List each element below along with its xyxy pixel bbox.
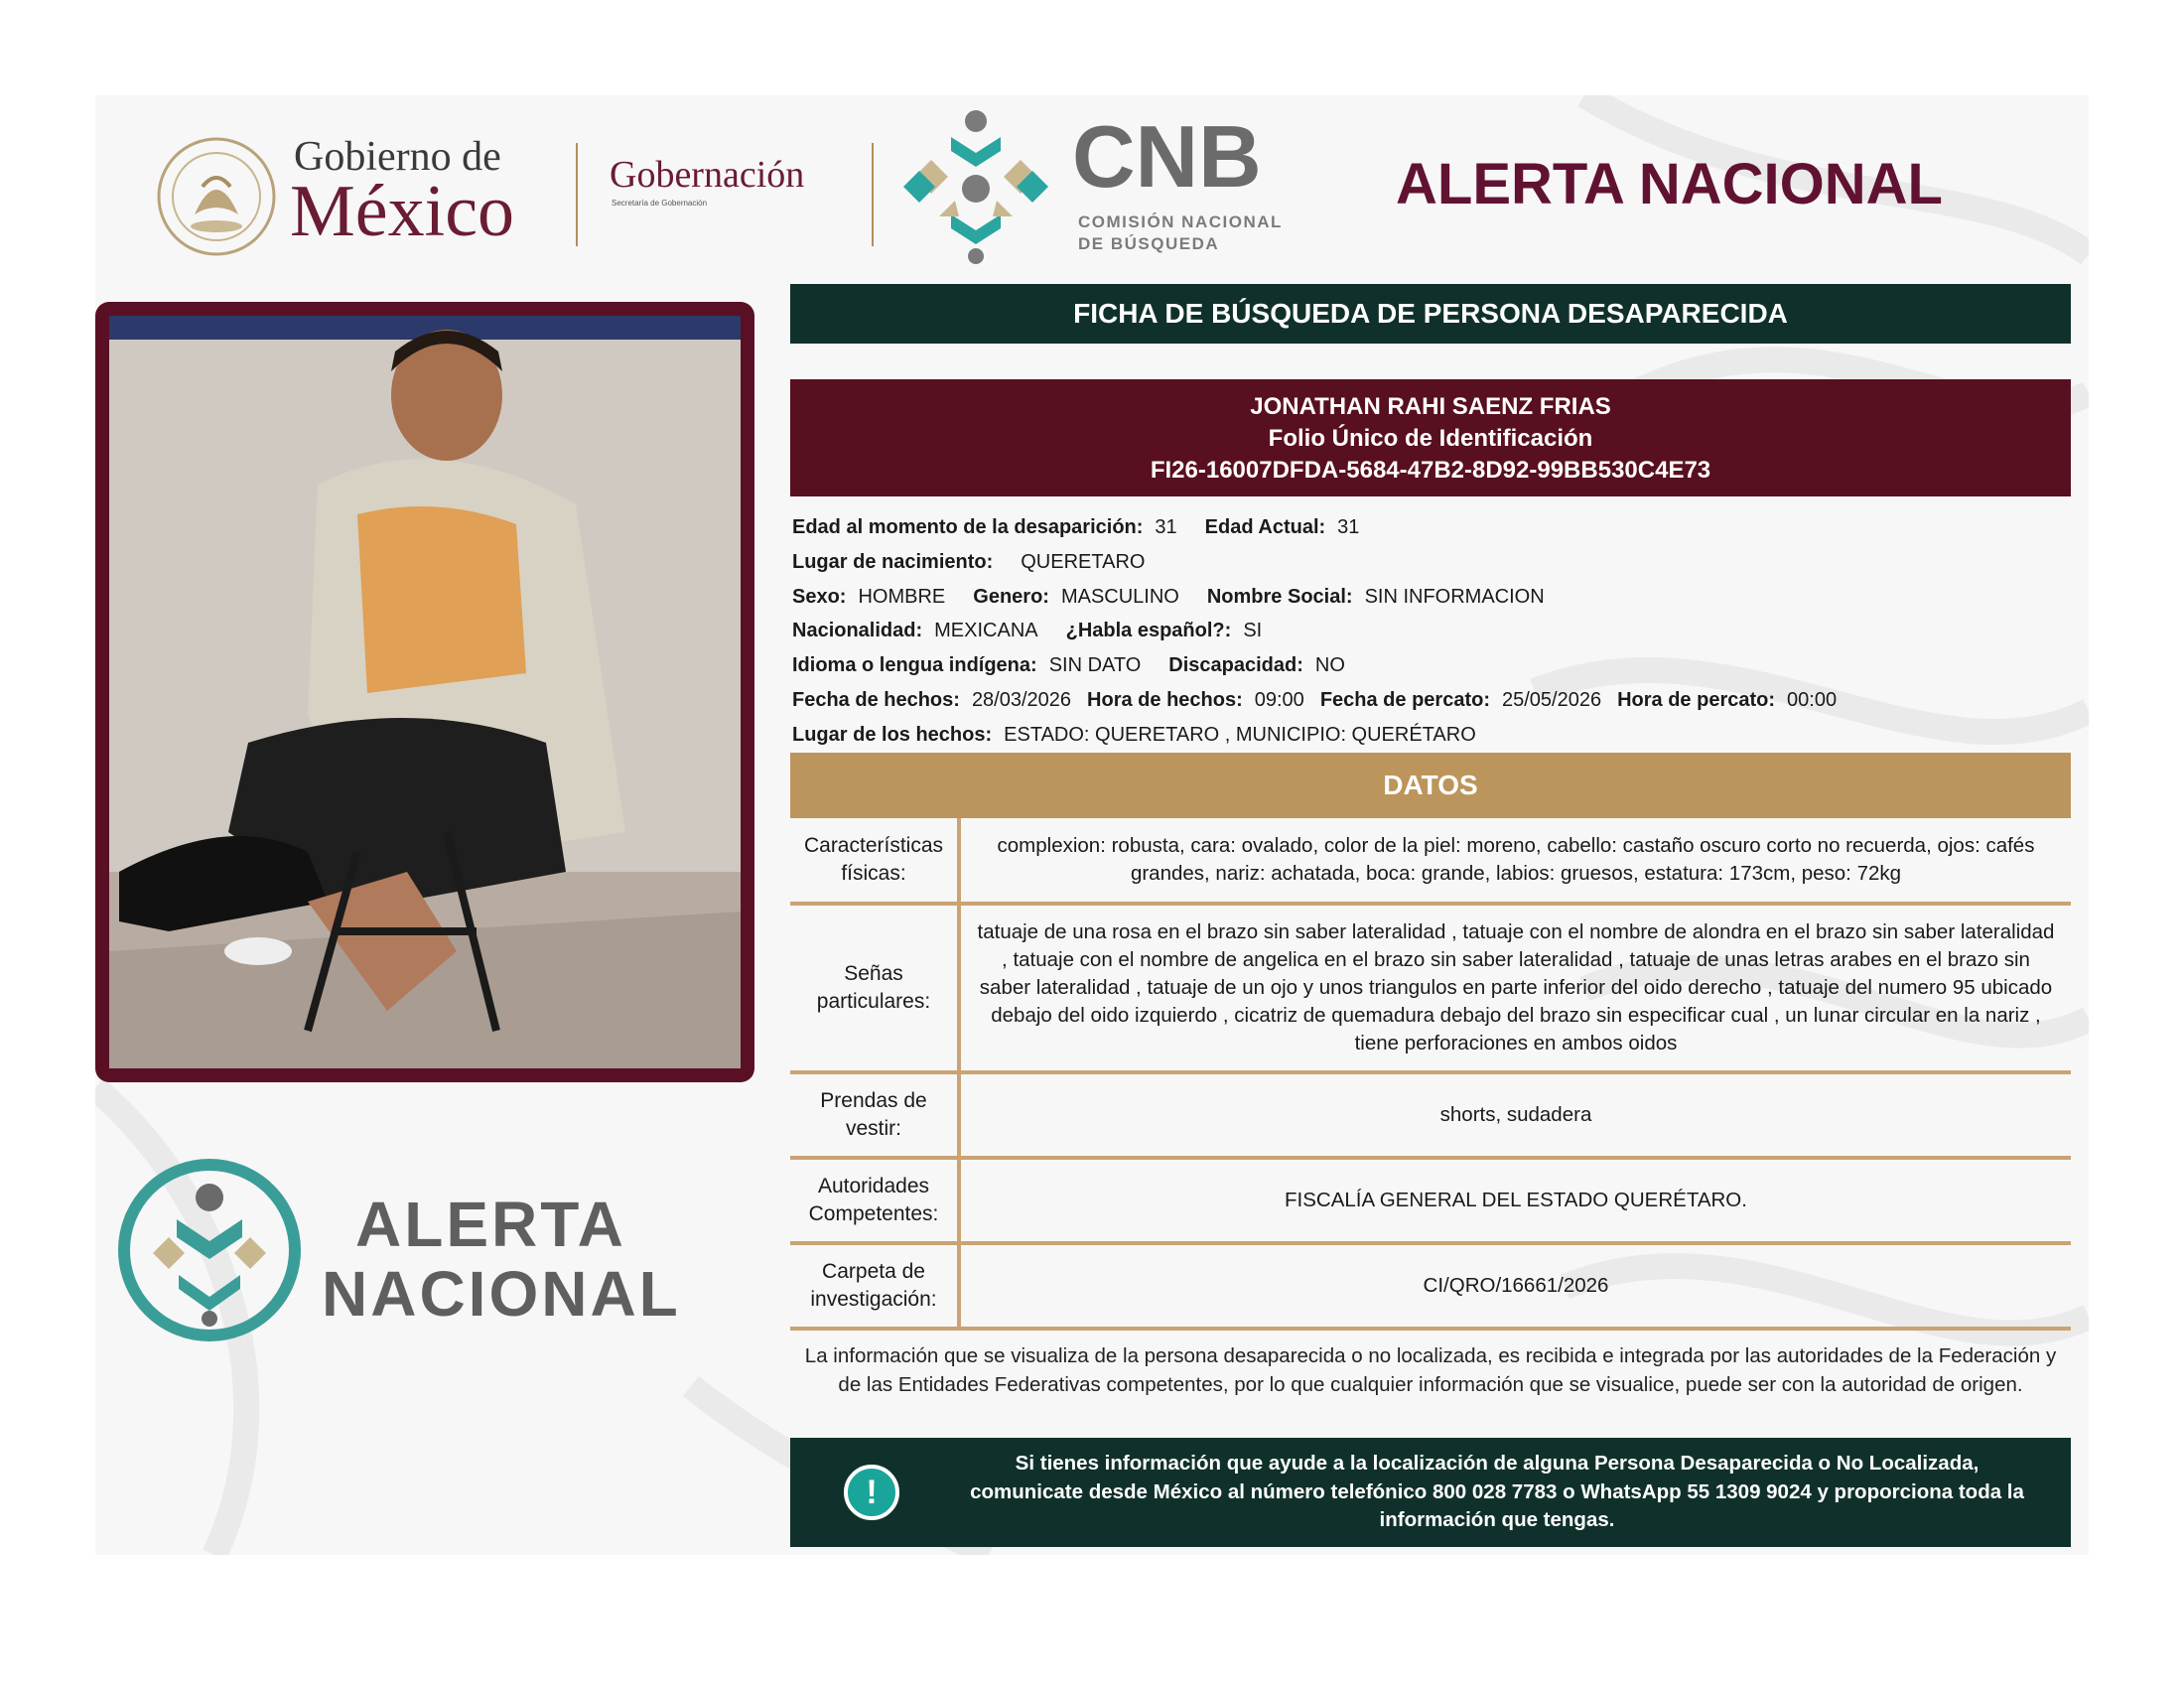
- hora-hechos-label: Hora de hechos:: [1087, 688, 1243, 711]
- national-seal-icon: [155, 135, 278, 258]
- table-row: [790, 1245, 2071, 1331]
- discapacidad-label: Discapacidad:: [1168, 654, 1303, 677]
- hora-hechos-value: 09:00: [1254, 688, 1304, 711]
- details-row: [792, 580, 2073, 615]
- nacionalidad-label: Nacionalidad:: [792, 620, 923, 642]
- idioma-label: Idioma o lengua indígena:: [792, 654, 1037, 677]
- habla-espanol-value: SI: [1243, 620, 1263, 642]
- row-value: complexion: robusta, cara: ovalado, color de la piel: moreno, cabello: castaño oscuro corto no recuerda, ojos: cafés grandes, nariz: achatada, boca: grande, labios: gruesos, estatura: 173cm, peso: 72kg: [997, 834, 2035, 885]
- details-row: [792, 614, 2073, 648]
- header-divider: [872, 143, 874, 246]
- row-value: FISCALÍA GENERAL DEL ESTADO QUERÉTARO.: [1285, 1189, 1747, 1211]
- lugar-nacimiento-label: Lugar de nacimiento:: [792, 550, 994, 573]
- nacionalidad-value: MEXICANA: [934, 620, 1038, 642]
- row-label: Prendas de vestir:: [790, 1074, 961, 1156]
- cnb-name-line-1: COMISIÓN NACIONAL: [1078, 212, 1283, 231]
- missing-person-photo: [109, 316, 741, 1068]
- hora-percato-value: 00:00: [1787, 688, 1838, 711]
- ficha-title: FICHA DE BÚSQUEDA DE PERSONA DESAPARECIDA: [1073, 298, 1788, 329]
- cnb-name-line-2: DE BÚSQUEDA: [1078, 234, 1220, 253]
- edad-actual-value: 31: [1337, 516, 1360, 538]
- alerta-logo-text-2: NACIONAL: [322, 1258, 681, 1330]
- cnb-acronym: CNB: [1072, 107, 1262, 206]
- fecha-hechos-value: 28/03/2026: [971, 688, 1072, 711]
- lugar-hechos-value: ESTADO: QUERETARO , MUNICIPIO: QUERÉTARO: [1004, 723, 1476, 746]
- fecha-hechos-label: Fecha de hechos:: [792, 688, 960, 711]
- person-name: JONATHAN RAHI SAENZ FRIAS: [1250, 393, 1611, 420]
- fecha-percato-value: 25/05/2026: [1501, 688, 1602, 711]
- table-row: [790, 1160, 2071, 1245]
- datos-title: DATOS: [1383, 770, 1478, 800]
- edad-desaparicion-label: Edad al momento de la desaparición:: [792, 516, 1144, 538]
- gobernacion-text: Gobernación: [610, 154, 805, 196]
- folio-value: FI26-16007DFDA-5684-47B2-8D92-99BB530C4E73: [1150, 457, 1711, 484]
- sexo-label: Sexo:: [792, 585, 847, 608]
- row-value: tatuaje de una rosa en el brazo sin saber lateralidad , tatuaje con el nombre de alondra en el brazo sin saber lateralidad , tatuaje con el nombre de angelica en el brazo sin saber lateralidad , tatuaje de unas letras arabes en el brazo sin saber lateralidad , tatuaje de un ojo y unos triangulos en parte inferior del oido derecho , tatuaje del numero 95 ubicado debajo del oido izquierdo , cicatriz de quemadura debajo del brazo sin especificar cual , un lunar circular en la nariz , tiene perforaciones en ambos oidos: [977, 920, 2055, 1055]
- table-row: [790, 1074, 2071, 1160]
- nombre-social-label: Nombre Social:: [1206, 585, 1353, 608]
- row-value: CI/QRO/16661/2026: [1423, 1274, 1609, 1297]
- alerta-logo-text-1: ALERTA: [355, 1189, 626, 1260]
- gobierno-de-text: Gobierno de: [294, 134, 501, 180]
- gobernacion-subtitle: Secretaría de Gobernación: [612, 199, 708, 208]
- row-value: shorts, sudadera: [1439, 1103, 1592, 1126]
- datos-table: [790, 818, 2071, 1331]
- person-details: [792, 510, 2073, 753]
- nombre-social-value: SIN INFORMACION: [1364, 585, 1545, 608]
- contact-text: Si tienes información que ayude a la localización de alguna Persona Desaparecida o No Localizada, comunicate desde México al número telefónico 800 028 7783 o WhatsApp 55 1309 9024 y proporciona toda la información que tengas.: [970, 1452, 2024, 1532]
- person-identification-box: [790, 379, 2071, 496]
- table-row: [790, 906, 2071, 1074]
- edad-desaparicion-value: 31: [1155, 516, 1177, 538]
- table-row: [790, 818, 2071, 906]
- alerta-nacional-logo-icon: [117, 1158, 302, 1342]
- row-label: Señas particulares:: [790, 906, 961, 1070]
- edad-actual-label: Edad Actual:: [1204, 516, 1326, 538]
- idioma-value: SIN DATO: [1048, 654, 1142, 677]
- photo-frame: [95, 302, 754, 1082]
- details-row: [792, 683, 2073, 718]
- alert-title: ALERTA NACIONAL: [1396, 152, 1943, 216]
- cnb-logo-icon: [899, 107, 1052, 266]
- genero-label: Genero:: [973, 585, 1049, 608]
- mexico-text: México: [290, 171, 515, 252]
- folio-label: Folio Único de Identificación: [1268, 425, 1593, 452]
- details-row: [792, 545, 2073, 580]
- exclamation-icon: !: [844, 1465, 899, 1520]
- hora-percato-label: Hora de percato:: [1617, 688, 1776, 711]
- lugar-nacimiento-value: QUERETARO: [1021, 550, 1146, 573]
- sexo-value: HOMBRE: [858, 585, 946, 608]
- discapacidad-value: NO: [1314, 654, 1345, 677]
- ficha-title-bar: [790, 284, 2071, 344]
- datos-header: [790, 753, 2071, 818]
- details-row: [792, 718, 2073, 753]
- habla-espanol-label: ¿Habla español?:: [1065, 620, 1232, 642]
- details-row: [792, 510, 2073, 545]
- details-row: [792, 648, 2073, 683]
- row-label: Características físicas:: [790, 818, 961, 902]
- genero-value: MASCULINO: [1060, 585, 1179, 608]
- contact-bar: [790, 1438, 2071, 1547]
- lugar-hechos-label: Lugar de los hechos:: [792, 723, 993, 746]
- fecha-percato-label: Fecha de percato:: [1319, 688, 1490, 711]
- header-divider: [576, 143, 578, 246]
- row-label: Carpeta de investigación:: [790, 1245, 961, 1327]
- row-label: Autoridades Competentes:: [790, 1160, 961, 1241]
- alert-sheet: [95, 95, 2089, 1555]
- disclaimer-text: La información que se visualiza de la persona desaparecida o no localizada, es recibida e integrada por las autoridades de la Federación y de las Entidades Federativas competentes, por lo que cualquier información que se visualice, puede ser con la autoridad de origen.: [804, 1344, 2057, 1396]
